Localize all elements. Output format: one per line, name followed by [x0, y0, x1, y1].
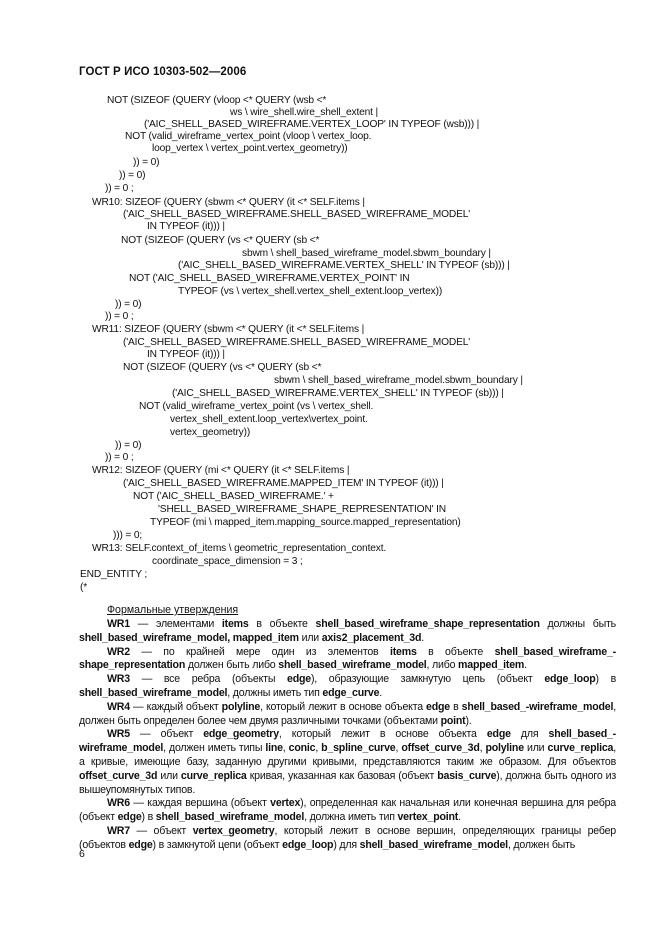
- code-line: sbwm \ shell_based_wireframe_model.sbwm_boundary |: [274, 375, 523, 386]
- code-line: WR10: SIZEOF (QUERY (sbwm <* QUERY (it <* SELF.items |: [92, 197, 365, 208]
- code-line: TYPEOF (mi \ mapped_item.mapping_source.mapped_representation): [150, 517, 461, 528]
- code-line: ))) = 0;: [113, 530, 143, 541]
- rule-wr4: WR4 — каждый объект polyline, который лежит в основе объекта edge в shell_based_-wireframe_model, должен быть определен более чем двумя различными точками (объектами point).: [79, 700, 616, 727]
- code-line: (*: [80, 582, 88, 593]
- code-line: ws \ wire_shell.wire_shell_extent |: [230, 107, 379, 118]
- code-line: WR11: SIZEOF (QUERY (sbwm <* QUERY (it <* SELF.items |: [92, 324, 365, 335]
- code-line: IN TYPEOF (it))) |: [147, 349, 225, 360]
- code-line: ('AIC_SHELL_BASED_WIREFRAME.VERTEX_SHELL' IN TYPEOF (sb))) |: [172, 388, 504, 399]
- code-line: ('AIC_SHELL_BASED_WIREFRAME.MAPPED_ITEM' IN TYPEOF (it))) |: [123, 478, 444, 489]
- code-line: NOT (SIZEOF (QUERY (vs <* QUERY (sb <*: [123, 362, 322, 373]
- code-line: END_ENTITY ;: [80, 569, 148, 580]
- code-line: loop_vertex \ vertex_point.vertex_geometry)): [152, 143, 348, 154]
- code-line: NOT ('AIC_SHELL_BASED_WIREFRAME.VERTEX_POINT' IN: [129, 273, 410, 284]
- code-line: TYPEOF (vs \ vertex_shell.vertex_shell_extent.loop_vertex)): [178, 286, 443, 297]
- section-title: Формальные утверждения: [107, 604, 239, 616]
- rule-wr6: WR6 — каждая вершина (объект vertex), определенная как начальная или конечная вершина для ребра (объект edge) в shell_based_wireframe_model, должна иметь тип vertex_point.: [79, 797, 616, 824]
- code-line: )) = 0): [115, 440, 142, 451]
- code-line: 'SHELL_BASED_WIREFRAME_SHAPE_REPRESENTATION' IN: [158, 504, 447, 515]
- code-line: coordinate_space_dimension = 3 ;: [152, 556, 303, 567]
- code-line: vertex_geometry)): [170, 427, 251, 438]
- rule-wr5: WR5 — объект edge_geometry, который лежит в основе объекта edge для shell_based_-wireframe_model, должен иметь типы line, conic, b_spline_curve, offset_curve_3d, polyline или curve_replica, а кривые, имеющие базу, заданную другими кривыми, представляются таким же образом. Для объектов offset_curve_3d или curve_replica кривая, указанная как базовая (объект basis_curve), должна быть одного из вышеупомянутых типов.: [79, 728, 616, 796]
- code-line: NOT (SIZEOF (QUERY (vs <* QUERY (sb <*: [121, 235, 320, 246]
- code-line: ('AIC_SHELL_BASED_WIREFRAME.VERTEX_SHELL' IN TYPEOF (sb))) |: [178, 260, 510, 271]
- code-line: )) = 0): [133, 157, 160, 168]
- code-line: ('AIC_SHELL_BASED_WIREFRAME.SHELL_BASED_WIREFRAME_MODEL': [123, 337, 471, 348]
- rules-text: [79, 618, 616, 853]
- code-line: ('AIC_SHELL_BASED_WIREFRAME.VERTEX_LOOP' IN TYPEOF (wsb))) |: [144, 119, 480, 130]
- code-line: NOT (SIZEOF (QUERY (vloop <* QUERY (wsb <*: [107, 95, 327, 106]
- rule-wr7: WR7 — объект vertex_geometry, который лежит в основе вершин, определяющих границы ребер (объектов edge) в замкнутой цепи (объект edge_loop) для shell_based_wireframe_model, должен быть: [79, 824, 616, 851]
- code-line: vertex_shell_extent.loop_vertex\vertex_point.: [170, 414, 368, 425]
- code-line: WR13: SELF.context_of_items \ geometric_representation_context.: [92, 543, 387, 554]
- code-line: sbwm \ shell_based_wireframe_model.sbwm_boundary |: [242, 248, 491, 259]
- code-line: ('AIC_SHELL_BASED_WIREFRAME.SHELL_BASED_WIREFRAME_MODEL': [123, 209, 471, 220]
- code-line: WR12: SIZEOF (QUERY (mi <* QUERY (it <* SELF.items |: [92, 465, 350, 476]
- code-line: )) = 0): [115, 299, 142, 310]
- code-line: NOT (valid_wireframe_vertex_point (vs \ vertex_shell.: [139, 401, 374, 412]
- code-line: )) = 0): [119, 170, 146, 181]
- code-line: IN TYPEOF (it))) |: [147, 221, 225, 232]
- code-line: NOT (valid_wireframe_vertex_point (vloop \ vertex_loop.: [125, 131, 372, 142]
- rule-wr1: WR1 — элементами items в объекте shell_based_wireframe_shape_representation должны быть shell_based_wireframe_model, mapped_item или axis2_placement_3d.: [79, 618, 616, 644]
- rule-wr3: WR3 — все ребра (объекты edge), образующие замкнутую цепь (объект edge_loop) в shell_based_wireframe_model, должны иметь тип edge_curve.: [79, 673, 617, 699]
- code-line: )) = 0 ;: [105, 311, 134, 322]
- page-number: 6: [79, 848, 85, 860]
- code-line: )) = 0 ;: [105, 183, 134, 194]
- document-header: ГОСТ Р ИСО 10303-502—2006: [79, 66, 247, 78]
- code-line: )) = 0 ;: [105, 452, 134, 463]
- rule-wr2: WR2 — по крайней мере один из элементов items в объекте shell_based_wireframe_-shape_representation должен быть либо shell_based_wireframe_model, либо mapped_item.: [79, 645, 616, 672]
- code-line: NOT ('AIC_SHELL_BASED_WIREFRAME.' +: [133, 491, 334, 502]
